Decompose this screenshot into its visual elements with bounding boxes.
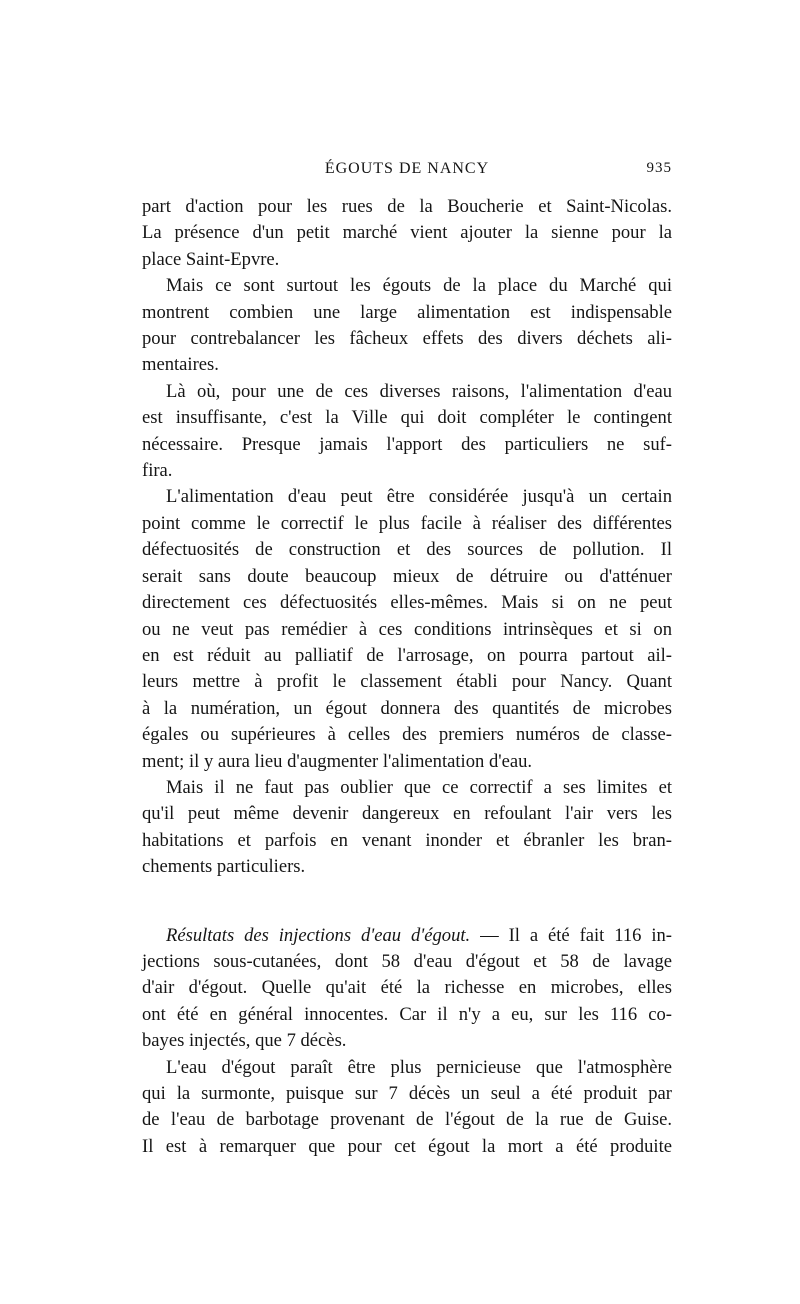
- text-line: qui la surmonte, puisque sur 7 décès un seul a été produit par: [142, 1083, 672, 1104]
- text-line: qu'il peut même devenir dangereux en refoulant l'air vers les: [142, 803, 672, 825]
- text-line: mentaires.: [142, 354, 219, 376]
- text-line: nécessaire. Presque jamais l'apport des particuliers ne suf-: [142, 433, 672, 455]
- section-first-line-text: — Il a été fait 116 in-: [470, 924, 672, 946]
- text-line: ont été en général innocentes. Car il n'y a eu, sur les 116 co-: [142, 1003, 672, 1025]
- running-head: [142, 160, 672, 194]
- text-line: jections sous-cutanées, dont 58 d'eau d'égout et 58 de lavage: [142, 950, 672, 972]
- final-paragraph: [142, 1055, 672, 1161]
- text-line: part d'action pour les rues de la Boucherie et Saint-Nicolas.: [142, 196, 672, 217]
- text-line: pour contrebalancer les fâcheux effets des divers déchets ali-: [142, 328, 672, 350]
- text-line: montrent combien une large alimentation est indispensable: [142, 301, 672, 323]
- text-line: place Saint-Epvre.: [142, 248, 280, 270]
- paragraph: [142, 379, 672, 485]
- section-gap: [142, 881, 672, 923]
- section-first-line: [142, 923, 672, 949]
- text-line: fira.: [142, 460, 173, 482]
- text-line: ment; il y aura lieu d'augmenter l'alimentation d'eau.: [142, 750, 533, 772]
- text-line: serait sans doute beaucoup mieux de détruire ou d'atténuer: [142, 565, 672, 587]
- text-line: ou ne veut pas remédier à ces conditions intrinsèques et si on: [142, 618, 672, 640]
- text-line: L'eau d'égout paraît être plus pernicieuse que l'atmosphère: [166, 1056, 672, 1078]
- text-line: habitations et parfois en venant inonder et ébranler les bran-: [142, 829, 672, 851]
- paragraph: [142, 484, 672, 774]
- book-page: [142, 160, 672, 1160]
- section-heading: Résultats des injections d'eau d'égout.: [166, 924, 471, 946]
- text-line: bayes injectés, que 7 décès.: [142, 1030, 347, 1052]
- text-line: à la numération, un égout donnera des quantités de microbes: [142, 697, 672, 719]
- text-line: Il est à remarquer que pour cet égout la mort a été produite: [142, 1135, 672, 1157]
- paragraph: [142, 194, 672, 273]
- running-title: ÉGOUTS DE NANCY: [324, 160, 490, 177]
- text-line: L'alimentation d'eau peut être considérée jusqu'à un certain: [166, 486, 672, 508]
- body-paragraphs: [142, 194, 672, 881]
- text-line: La présence d'un petit marché vient ajouter la sienne pour la: [142, 222, 672, 244]
- text-line: égales ou supérieures à celles des premiers numéros de classe-: [142, 724, 672, 746]
- text-line: est insuffisante, c'est la Ville qui doit compléter le contingent: [142, 407, 672, 429]
- text-line: Mais il ne faut pas oublier que ce correctif a ses limites et: [166, 776, 672, 798]
- text-line: d'air d'égout. Quelle qu'ait été la richesse en microbes, elles: [142, 977, 672, 999]
- text-line: Là où, pour une de ces diverses raisons, l'alimentation d'eau: [166, 380, 672, 402]
- text-line: Mais ce sont surtout les égouts de la place du Marché qui: [166, 275, 672, 297]
- paragraph: [142, 273, 672, 379]
- section-paragraph: [142, 923, 672, 1055]
- text-line: leurs mettre à profit le classement établi pour Nancy. Quant: [142, 671, 672, 693]
- text-line: directement ces défectuosités elles-mêmes. Mais si on ne peut: [142, 592, 672, 614]
- text-line: en est réduit au palliatif de l'arrosage, on pourra partout ail-: [142, 644, 672, 666]
- page-number: 935: [646, 160, 672, 176]
- paragraph: [142, 775, 672, 881]
- text-line: chements particuliers.: [142, 856, 306, 878]
- text-line: défectuosités de construction et des sources de pollution. Il: [142, 539, 672, 561]
- text-line: de l'eau de barbotage provenant de l'égout de la rue de Guise.: [142, 1109, 672, 1131]
- text-line: point comme le correctif le plus facile à réaliser des différentes: [142, 512, 672, 534]
